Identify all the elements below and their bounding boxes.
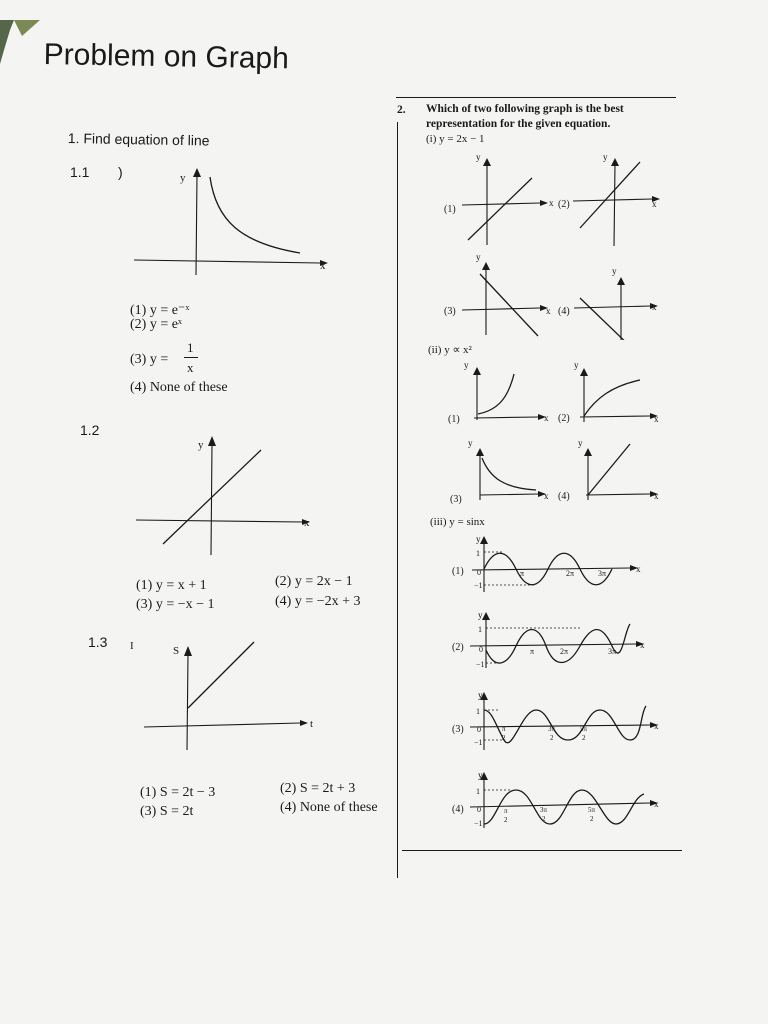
option-1-line xyxy=(468,178,532,240)
svg-text:0: 0 xyxy=(477,568,481,577)
fraction-denominator: x xyxy=(187,360,194,375)
question-1-3-label: 1.3 xyxy=(88,634,108,650)
svg-text:1: 1 xyxy=(476,549,480,558)
y-axis xyxy=(211,444,212,555)
svg-text:0: 0 xyxy=(477,805,481,814)
x-axis xyxy=(472,568,630,570)
x-axis xyxy=(573,199,652,201)
svg-text:−1: −1 xyxy=(476,660,485,669)
corner-decoration-icon xyxy=(0,20,40,80)
svg-text:π: π xyxy=(504,807,508,815)
y-axis-arrow xyxy=(482,612,490,620)
svg-text:x: x xyxy=(546,306,551,316)
option-4-line xyxy=(580,298,636,340)
svg-text:(2): (2) xyxy=(452,642,464,653)
s-axis-arrow xyxy=(184,646,192,656)
svg-text:y: y xyxy=(478,770,483,780)
option-4-line xyxy=(588,444,630,495)
svg-text:(1): (1) xyxy=(452,566,464,577)
svg-text:(1): (1) xyxy=(448,414,460,425)
svg-text:2: 2 xyxy=(550,734,554,742)
svg-text:2: 2 xyxy=(502,734,506,742)
svg-text:x: x xyxy=(652,199,657,209)
svg-text:y: y xyxy=(612,266,617,276)
option-2-line xyxy=(580,162,640,228)
y-axis-arrow xyxy=(193,168,201,177)
svg-text:2π: 2π xyxy=(566,569,575,578)
svg-text:(3): (3) xyxy=(450,494,462,505)
x-axis xyxy=(134,260,320,263)
svg-text:0: 0 xyxy=(477,725,481,734)
y-axis-arrow xyxy=(208,436,216,446)
svg-text:x: x xyxy=(654,414,659,424)
y-axis-arrow xyxy=(483,158,491,166)
svg-text:x: x xyxy=(654,721,659,731)
svg-text:y: y xyxy=(478,690,483,700)
graph-1-2 xyxy=(130,430,330,560)
svg-text:x: x xyxy=(654,491,659,501)
sine-option-4 xyxy=(452,770,659,828)
top-rule xyxy=(396,97,676,98)
sine-curve xyxy=(484,706,646,743)
x-axis xyxy=(574,306,650,308)
y-axis-arrow xyxy=(611,158,619,166)
svg-text:3π: 3π xyxy=(598,569,607,578)
x-axis xyxy=(462,308,540,310)
svg-text:3π: 3π xyxy=(608,647,617,656)
svg-text:(2): (2) xyxy=(558,199,570,210)
svg-text:2: 2 xyxy=(590,815,594,823)
svg-text:3π: 3π xyxy=(540,806,548,814)
graph-1-3 xyxy=(140,638,330,758)
option-1-1-4: (4) None of these xyxy=(130,380,228,395)
x-axis xyxy=(480,494,538,495)
option-3-curve xyxy=(482,458,536,490)
question-2-number: 2. xyxy=(397,104,406,116)
question-2-part-iii: (iii) y = sinx xyxy=(430,516,485,528)
question-1-heading: 1. Find equation of line xyxy=(67,130,210,149)
option-1-curve xyxy=(478,374,514,414)
axis-label-x: x xyxy=(304,517,310,529)
option-3-line xyxy=(480,274,538,336)
svg-text:(1): (1) xyxy=(444,204,456,215)
svg-text:π: π xyxy=(530,647,535,656)
svg-text:2π: 2π xyxy=(560,647,569,656)
svg-text:−1: −1 xyxy=(474,738,483,747)
axis-label-y: y xyxy=(198,439,204,451)
option-1-3-4: (4) None of these xyxy=(280,800,378,815)
svg-text:x: x xyxy=(549,198,554,208)
svg-text:x: x xyxy=(654,799,659,809)
sine-option-3 xyxy=(452,690,659,750)
option-1-3-1: (1) S = 2t − 3 xyxy=(140,785,216,800)
svg-text:0: 0 xyxy=(479,645,483,654)
axis-label-t: t xyxy=(310,718,314,730)
option-1-3-2: (2) S = 2t + 3 xyxy=(280,781,356,796)
y-axis-arrow xyxy=(617,277,625,285)
y-axis-arrow xyxy=(580,368,588,376)
question-2-line-1: Which of two following graph is the best xyxy=(426,103,624,115)
svg-text:y: y xyxy=(476,252,481,262)
question-2-part-ii: (ii) y ∝ x² xyxy=(428,344,472,356)
option-1-1-2: (2) y = eˣ xyxy=(130,317,182,332)
svg-text:1: 1 xyxy=(476,707,480,716)
sine-option-2 xyxy=(452,610,645,669)
y-axis-arrow xyxy=(480,536,488,544)
bottom-rule xyxy=(402,850,682,851)
option-2-curve xyxy=(584,380,640,416)
y-axis xyxy=(196,175,197,275)
page-title: Problem on Graph xyxy=(43,38,290,76)
svg-text:y: y xyxy=(574,360,579,370)
y-axis-arrow xyxy=(482,262,490,270)
part-i-graphs xyxy=(440,150,670,340)
sine-curve xyxy=(484,790,644,824)
svg-text:y: y xyxy=(476,534,481,544)
question-1-3-mark: I xyxy=(130,640,134,652)
sine-curve xyxy=(486,624,630,663)
part-ii-graphs xyxy=(440,358,670,514)
y-axis-arrow xyxy=(476,448,484,456)
question-1-2-label: 1.2 xyxy=(80,422,100,438)
svg-text:5π: 5π xyxy=(588,806,596,814)
x-axis-arrow xyxy=(540,200,548,206)
x-axis xyxy=(136,520,302,522)
sine-option-1 xyxy=(452,534,641,592)
line-graph xyxy=(188,642,254,708)
x-axis xyxy=(474,417,538,418)
svg-text:y: y xyxy=(464,360,469,370)
part-iii-graphs xyxy=(440,528,670,838)
x-axis xyxy=(470,803,650,807)
svg-text:5π: 5π xyxy=(580,725,588,733)
svg-text:x: x xyxy=(636,564,641,574)
axis-label-y: y xyxy=(180,172,186,184)
option-1-2-3: (3) y = −x − 1 xyxy=(136,597,215,612)
axis-label-x: x xyxy=(320,260,326,272)
option-1-1-3: (3) y = xyxy=(130,352,169,367)
svg-text:2: 2 xyxy=(582,734,586,742)
svg-text:(4): (4) xyxy=(452,804,464,815)
s-axis xyxy=(187,654,188,750)
svg-text:(3): (3) xyxy=(452,724,464,735)
svg-text:π: π xyxy=(520,569,525,578)
svg-text:(3): (3) xyxy=(444,306,456,317)
svg-text:y: y xyxy=(603,152,608,162)
question-1-1-label: 1.1 xyxy=(70,164,90,180)
svg-text:1: 1 xyxy=(478,625,482,634)
svg-text:2: 2 xyxy=(542,815,546,823)
graph-1-1 xyxy=(130,165,330,280)
svg-text:(4): (4) xyxy=(558,306,570,317)
svg-text:2: 2 xyxy=(504,816,508,824)
option-1-2-2: (2) y = 2x − 1 xyxy=(275,574,353,589)
svg-text:x: x xyxy=(544,491,549,501)
fraction-bar xyxy=(184,357,198,358)
column-divider xyxy=(397,122,398,878)
y-axis-arrow xyxy=(473,367,481,375)
question-1-1-mark: ) xyxy=(118,164,123,180)
svg-text:x: x xyxy=(640,640,645,650)
option-1-3-3: (3) S = 2t xyxy=(140,804,194,819)
x-axis xyxy=(462,203,540,205)
y-axis xyxy=(614,164,615,246)
question-2-line-2: representation for the given equation. xyxy=(426,118,611,130)
svg-text:−1: −1 xyxy=(474,581,483,590)
svg-text:y: y xyxy=(478,610,483,620)
t-axis-arrow xyxy=(300,720,308,726)
svg-text:x: x xyxy=(652,302,657,312)
y-axis-arrow xyxy=(584,448,592,456)
svg-text:y: y xyxy=(578,438,583,448)
svg-text:(4): (4) xyxy=(558,491,570,502)
svg-text:x: x xyxy=(544,413,549,423)
svg-text:y: y xyxy=(476,152,481,162)
question-2-part-i: (i) y = 2x − 1 xyxy=(426,133,485,145)
svg-text:−1: −1 xyxy=(474,819,483,828)
svg-text:1: 1 xyxy=(476,787,480,796)
t-axis xyxy=(144,723,300,727)
svg-text:y: y xyxy=(468,438,473,448)
x-axis xyxy=(580,416,650,417)
option-1-2-4: (4) y = −2x + 3 xyxy=(275,594,361,609)
svg-text:3π: 3π xyxy=(548,725,556,733)
option-1-2-1: (1) y = x + 1 xyxy=(136,578,207,593)
axis-label-s: S xyxy=(173,645,180,657)
decay-curve xyxy=(210,177,300,253)
option-1-1-1: (1) y = e⁻ˣ xyxy=(130,303,190,318)
x-axis xyxy=(586,494,650,495)
svg-text:π: π xyxy=(502,725,506,733)
svg-text:(2): (2) xyxy=(558,413,570,424)
fraction-numerator: 1 xyxy=(187,340,194,355)
